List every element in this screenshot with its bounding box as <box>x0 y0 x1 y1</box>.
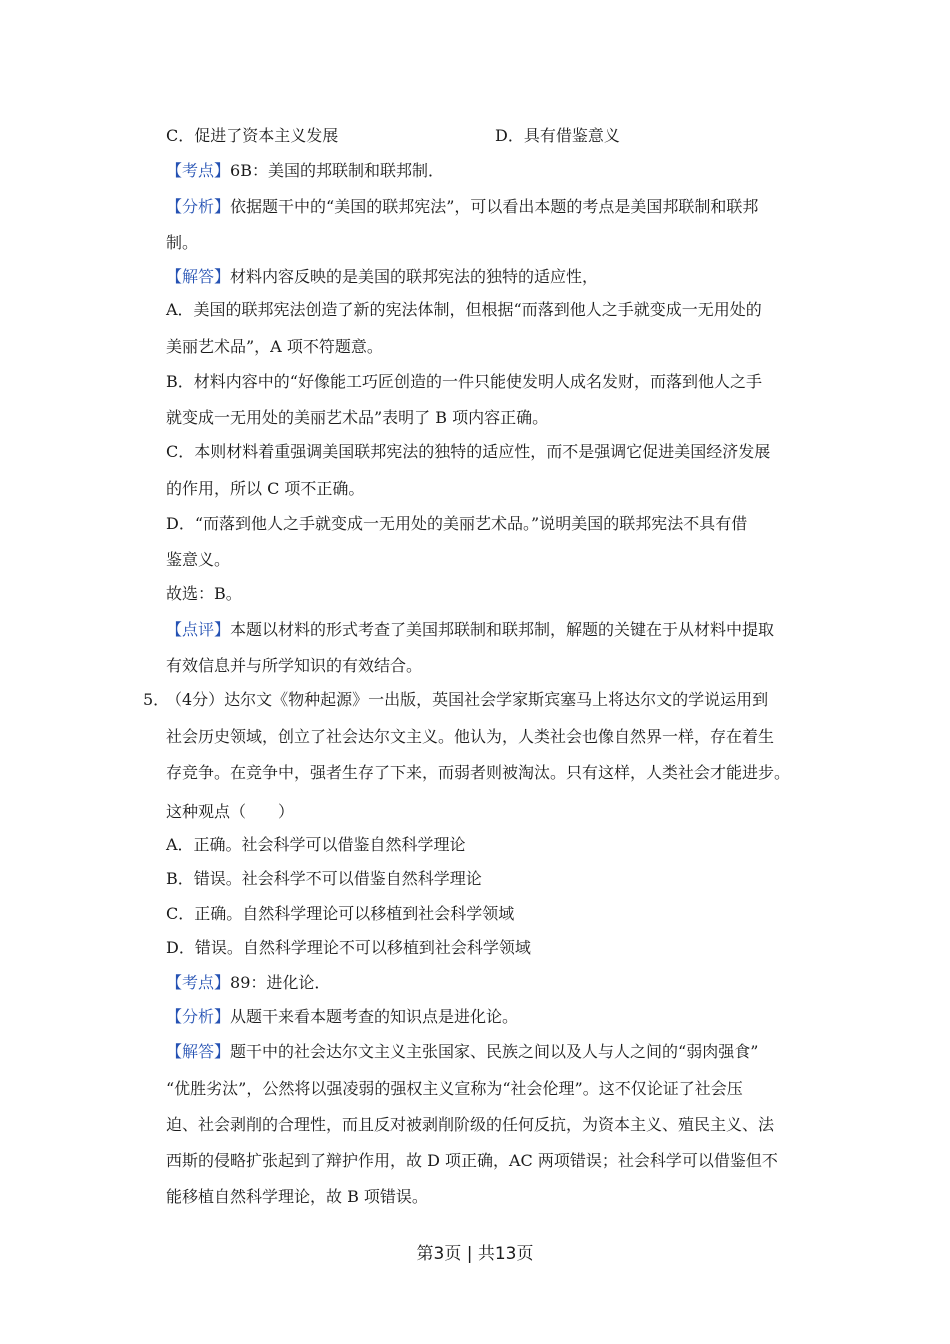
question-stem: （4分）达尔文《物种起源》一出版，英国社会学家斯宾塞马上将达尔文的学说运用到 <box>166 690 769 709</box>
option-d: D．错误。自然科学理论不可以移植到社会科学领域 <box>166 938 531 957</box>
jieda-line: C．本则材料着重强调美国联邦宪法的独特的适应性，而不是强调它促进美国经济发展 <box>166 442 771 461</box>
jieda-line: 的作用，所以 C 项不正确。 <box>166 479 365 498</box>
jieda-answer: 故选：B。 <box>166 584 242 603</box>
option-a: A．正确。社会科学可以借鉴自然科学理论 <box>166 835 466 854</box>
dianping-text: 本题以材料的形式考查了美国邦联制和联邦制，解题的关键在于从材料中提取 <box>230 620 775 639</box>
fenxi-tag: 【分析】 <box>166 197 231 216</box>
fenxi-tag: 【分析】 <box>166 1007 231 1026</box>
question-stem: 这种观点（ ） <box>166 802 295 821</box>
option-c-prev: C．促进了资本主义发展 <box>166 126 339 145</box>
option-c: C．正确。自然科学理论可以移植到社会科学领域 <box>166 904 515 923</box>
jieda-line: 迫、社会剥削的合理性，而且反对被剥削阶级的任何反抗，为资本主义、殖民主义、法 <box>166 1115 775 1134</box>
dianping-tag: 【点评】 <box>166 620 231 639</box>
jieda-intro: 材料内容反映的是美国的联邦宪法的独特的适应性， <box>230 267 599 286</box>
option-b: B．错误。社会科学不可以借鉴自然科学理论 <box>166 869 482 888</box>
kaodian-prev <box>166 160 444 182</box>
jieda-line: A．美国的联邦宪法创造了新的宪法体制，但根据“而落到他人之手就变成一无用处的 <box>166 300 762 319</box>
jieda-line: 西斯的侵略扩张起到了辩护作用，故 D 项正确，AC 两项错误；社会科学可以借鉴但不 <box>166 1151 778 1170</box>
question-stem: 存竞争。在竞争中，强者生存了下来，而弱者则被淘汰。只有这样，人类社会才能进步。 <box>166 763 791 782</box>
jieda-tag: 【解答】 <box>166 267 231 286</box>
kaodian-tag: 【考点】 <box>166 161 231 180</box>
kaodian-q5 <box>166 972 330 994</box>
jieda-q5 <box>166 1041 758 1063</box>
jieda-text: 题干中的社会达尔文主义主张国家、民族之间以及人与人之间的“弱肉强食” <box>230 1042 759 1061</box>
jieda-line: D．“而落到他人之手就变成一无用处的美丽艺术品。”说明美国的联邦宪法不具有借 <box>166 514 748 533</box>
jieda-line: 就变成一无用处的美丽艺术品”表明了 B 项内容正确。 <box>166 408 549 427</box>
page-footer: 第3页 | 共13页 <box>416 1244 534 1264</box>
option-d-prev: D．具有借鉴意义 <box>495 126 620 145</box>
fenxi-prev-cont: 制。 <box>166 233 199 252</box>
question-number: 5． <box>143 690 170 709</box>
jieda-line: 鉴意义。 <box>166 550 231 569</box>
jieda-prev <box>166 266 598 288</box>
kaodian-tag: 【考点】 <box>166 973 231 992</box>
fenxi-text: 依据题干中的“美国的联邦宪法”，可以看出本题的考点是美国邦联制和联邦 <box>230 197 759 216</box>
jieda-line: B．材料内容中的“好像能工巧匠创造的一件只能使发明人成名发财，而落到他人之手 <box>166 372 762 391</box>
kaodian-text: 6B：美国的邦联制和联邦制． <box>230 161 444 180</box>
jieda-line: 美丽艺术品”，A 项不符题意。 <box>166 337 383 356</box>
dianping-prev-cont: 有效信息并与所学知识的有效结合。 <box>166 656 423 675</box>
jieda-tag: 【解答】 <box>166 1042 231 1061</box>
dianping-prev <box>166 619 774 641</box>
question-stem: 社会历史领域，创立了社会达尔文主义。他认为，人类社会也像自然界一样，存在着生 <box>166 727 775 746</box>
fenxi-q5 <box>166 1006 518 1028</box>
jieda-line: 能移植自然科学理论，故 B 项错误。 <box>166 1187 428 1206</box>
jieda-line: “优胜劣汰”，公然将以强凌弱的强权主义宣称为“社会伦理”。这不仅论证了社会压 <box>166 1079 743 1098</box>
fenxi-prev <box>166 196 758 218</box>
fenxi-text: 从题干来看本题考查的知识点是进化论。 <box>230 1007 519 1026</box>
kaodian-text: 89：进化论． <box>230 973 331 992</box>
